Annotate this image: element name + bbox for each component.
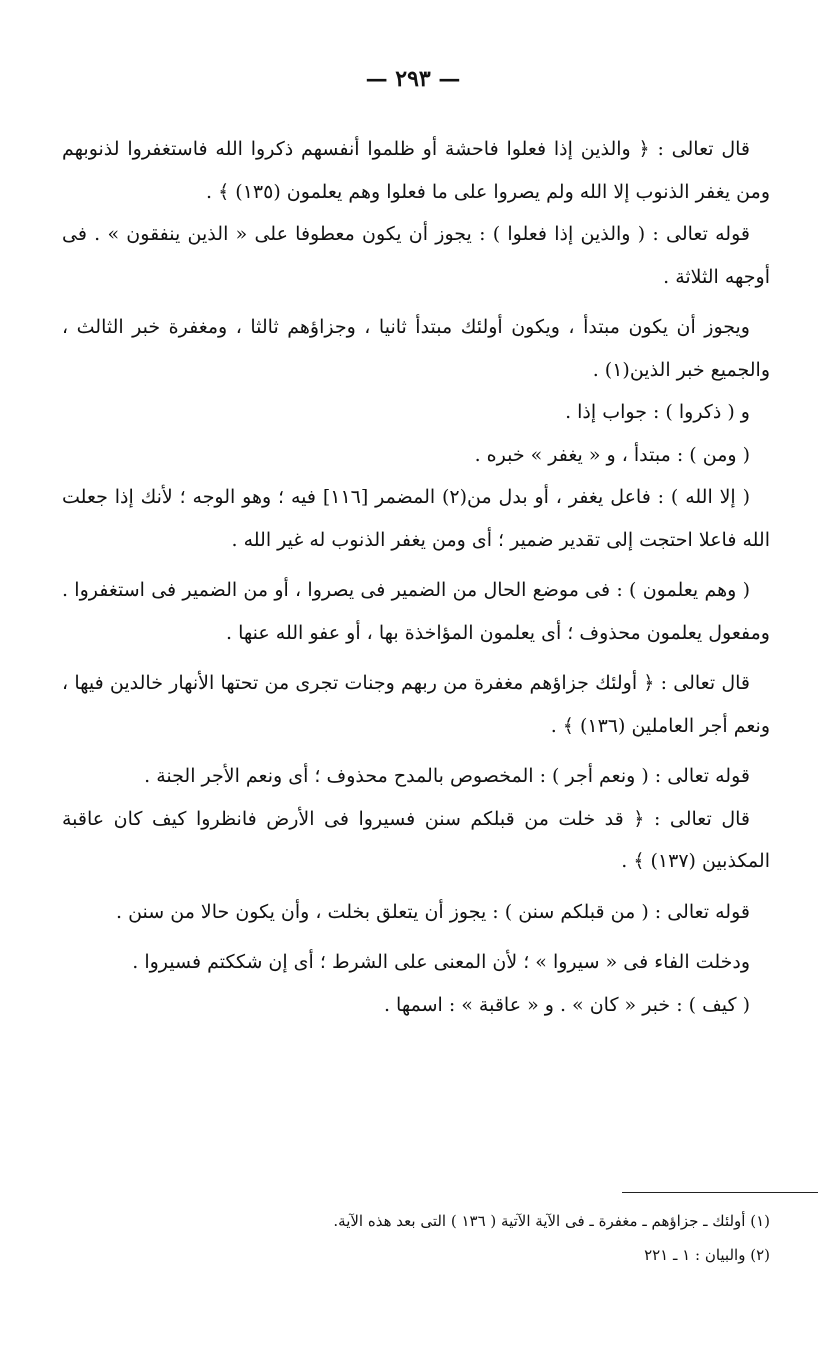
paragraph-9: قوله تعالى : ( ونعم أجر ) : المخصوص بالمدح محذوف ؛ أى ونعم الأجر الجنة .	[144, 765, 750, 787]
footnote-divider	[622, 1192, 818, 1193]
footnote-2: (٢) والبيان : ١ ـ ٢٢١	[644, 1246, 770, 1264]
paragraph-7: ( وهم يعلمون ) : فى موضع الحال من الضمير فى يصروا ، أو من الضمير فى استغفروا . ومفعول يعلمون محذوف ؛ أى يعلمون المؤاخذة بها ، أو عفو الله عنها .	[62, 579, 770, 644]
main-text	[62, 128, 770, 1026]
paragraph-8: قال تعالى : ﴿ أولئك جزاؤهم مغفرة من ربهم وجنات تجرى من تحتها الأنهار خالدين فيها ، ونعم أجر العاملين (١٣٦) ﴾ .	[62, 672, 770, 737]
paragraph-13: ( كيف ) : خبر « كان » . و « عاقبة » : اسمها .	[383, 993, 750, 1016]
paragraph-12: ودخلت الفاء فى « سيروا » ؛ لأن المعنى على الشرط ؛ أى إن شككتم فسيروا .	[132, 951, 750, 973]
footnotes	[62, 1204, 770, 1272]
paragraph-4: و ( ذكروا ) : جواب إذا .	[565, 401, 750, 423]
paragraph-2: قوله تعالى : ( والذين إذا فعلوا ) : يجوز أن يكون معطوفا على « الذين ينفقون » . فى أوجهه الثلاثة .	[62, 223, 770, 288]
page-number: — ٢٩٣ —	[365, 66, 461, 92]
paragraph-10: قال تعالى : ﴿ قد خلت من قبلكم سنن فسيروا فى الأرض فانظروا كيف كان عاقبة المكذبين (١٣٧) ﴾ .	[62, 807, 770, 872]
paragraph-11: قوله تعالى : ( من قبلكم سنن ) : يجوز أن يتعلق بخلت ، وأن يكون حالا من سنن .	[116, 900, 750, 923]
paragraph-6: ( إلا الله ) : فاعل يغفر ، أو بدل من(٢) المضمر [١١٦] فيه ؛ وهو الوجه ؛ لأنك إذا جعلت الله فاعلا احتجت إلى تقدير ضمير ؛ أى ومن يغفر الذنوب له غير الله .	[62, 486, 770, 551]
footnote-1: (١) أولئك ـ جزاؤهم ـ مغفرة ـ فى الآية الآتية ( ١٣٦ ) التى بعد هذه الآية.	[333, 1212, 770, 1230]
paragraph-1: قال تعالى : ﴿ والذين إذا فعلوا فاحشة أو ظلموا أنفسهم ذكروا الله فاستغفروا لذنوبهم ومن يغفر الذنوب إلا الله ولم يصروا على ما فعلوا وهم يعلمون (١٣٥) ﴾ .	[62, 138, 770, 203]
paragraph-3: ويجوز أن يكون مبتدأ ، ويكون أولئك مبتدأ ثانيا ، وجزاؤهم ثالثا ، ومغفرة خبر الثالث ، والجميع خبر الذين(١) .	[62, 316, 770, 381]
paragraph-5: ( ومن ) : مبتدأ ، و « يغفر » خبره .	[474, 443, 750, 466]
